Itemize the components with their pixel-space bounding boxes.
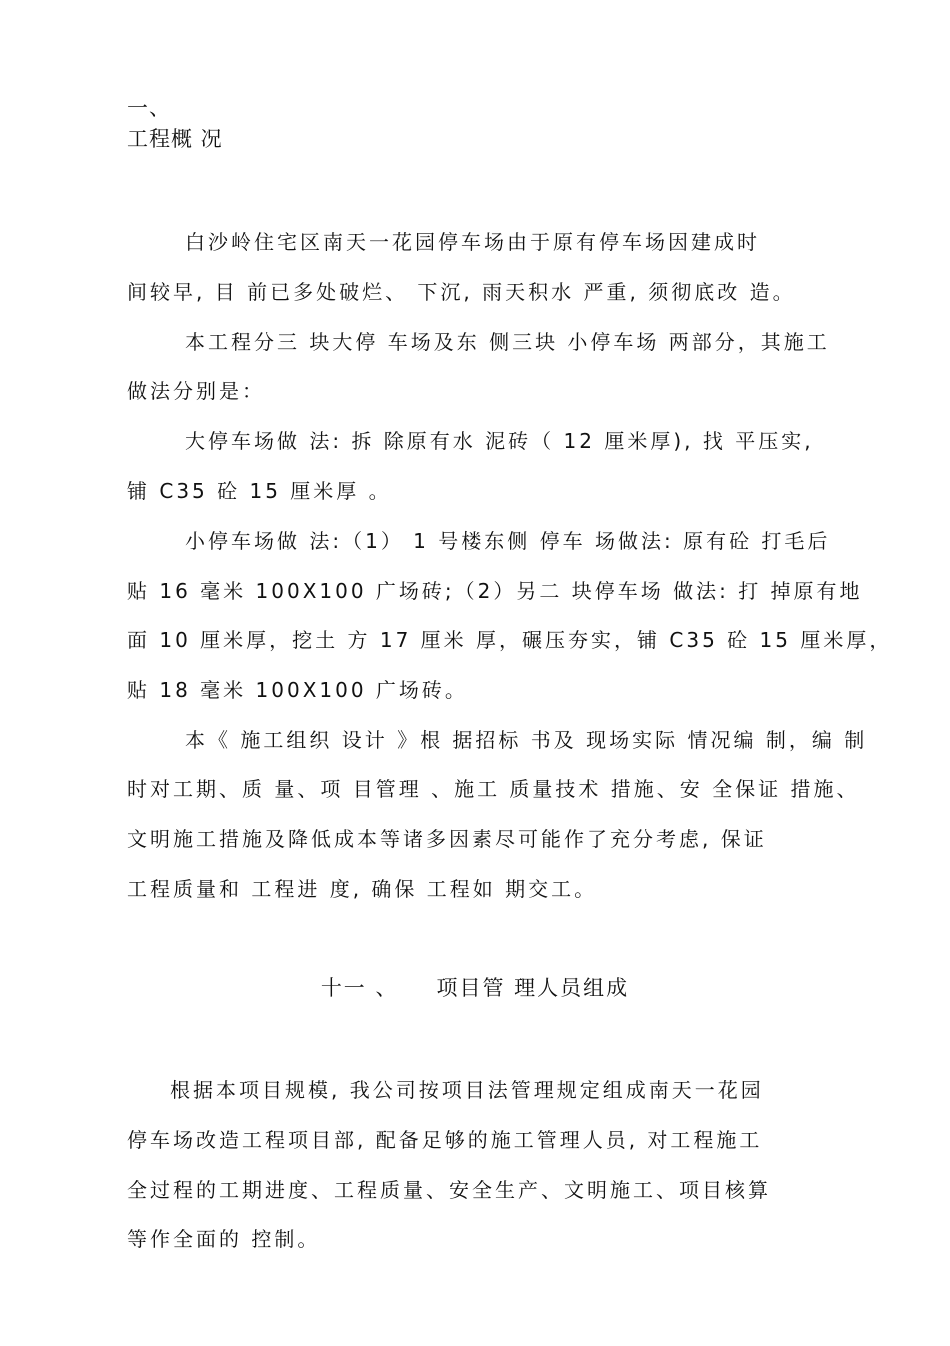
section-number: 十一 、 [320, 976, 399, 1000]
paragraph-line: 大停车场做 法: 拆 除原有水 泥砖（ 12 厘米厚), 找 平压实, [185, 429, 814, 453]
paragraph-line: 小停车场做 法:（1） 1 号楼东侧 停车 场做法: 原有砼 打毛后 [185, 529, 831, 553]
paragraph-line: 根据本项目规模, 我公司按项目法管理规定组成南天一花园 [170, 1078, 764, 1102]
paragraph-line: 停车场改造工程项目部, 配备足够的施工管理人员, 对工程施工 [127, 1128, 763, 1152]
paragraph-line: 白沙岭住宅区南天一花园停车场由于原有停车场因建成时 [185, 230, 760, 254]
paragraph-line: 工程质量和 工程进 度, 确保 工程如 期交工。 [127, 877, 598, 901]
paragraph-line: 面 10 厘米厚，挖土 方 17 厘米 厚，碾压夯实，铺 C35 砼 15 厘米厚， [127, 628, 893, 652]
paragraph-line: 贴 18 毫米 100X100 广场砖。 [127, 678, 468, 702]
paragraph-line: 铺 C35 砼 15 厘米厚 。 [127, 479, 392, 503]
paragraph-line: 时对工期、质 量、项 目管理 、施工 质量技术 措施、安 全保证 措施、 [127, 777, 860, 801]
paragraph-line: 等作全面的 控制。 [127, 1227, 321, 1251]
paragraph-line: 间较早, 目 前已多处破烂、 下沉, 雨天积水 严重, 须彻底改 造。 [127, 280, 796, 304]
paragraph-line: 本《 施工组织 设计 》根 据招标 书及 现场实际 情况编 制，编 制 [185, 728, 868, 752]
paragraph-line: 贴 16 毫米 100X100 广场砖;（2）另二 块停车场 做法: 打 掉原有地 [127, 579, 863, 603]
paragraph-line: 文明施工措施及降低成本等诸多因素尽可能作了充分考虑, 保证 [127, 827, 767, 851]
section-title: 工程概 况 [127, 127, 223, 151]
paragraph-line: 全过程的工期进度、工程质量、安全生产、文明施工、项目核算 [127, 1178, 771, 1202]
section-heading [0, 974, 950, 1002]
paragraph-line: 本工程分三 块大停 车场及东 侧三块 小停车场 两部分，其施工 [185, 330, 830, 354]
section-number: 一、 [127, 96, 171, 120]
section-title: 项目管 理人员组成 [436, 976, 630, 1000]
paragraph-line: 做法分别是： [127, 379, 265, 403]
